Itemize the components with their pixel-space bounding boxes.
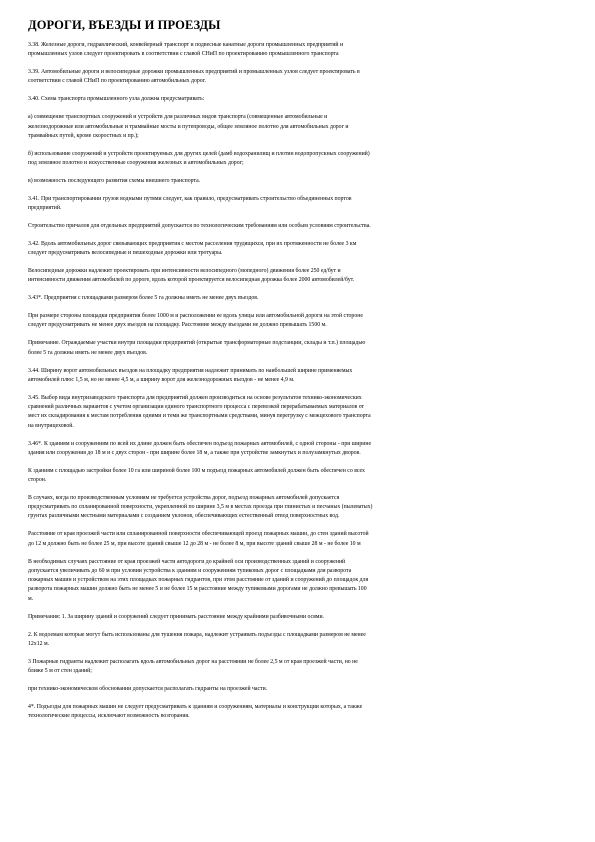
paragraph — [28, 240, 567, 259]
page-title: ДОРОГИ, ВЪЕЗДЫ И ПРОЕЗДЫ — [28, 18, 221, 32]
document-body — [28, 41, 567, 721]
paragraph — [28, 294, 567, 303]
paragraph — [28, 150, 567, 169]
paragraph — [28, 613, 567, 622]
paragraph — [28, 195, 567, 214]
text-line: в) возможность последующего развития схемы внешнего транспорта. — [28, 177, 201, 184]
text-line: 3.42. Вдоль автомобильных дорог связывающих предприятия с местом расселения трудящихся, при их протяженности не более 3 км — [28, 240, 357, 247]
text-line: м. — [28, 595, 34, 602]
text-line: здания или сооружения до 18 м и с двух сторон - при ширине более 18 м, а также при устройстве замкнутых и полузамкнутых дворов. — [28, 449, 361, 456]
paragraph — [28, 631, 567, 650]
text-line: Примечание. Ограждаемые участки внутри площадки предприятий (открытые трансформаторные подстанции, склады и т.п.) площадью — [28, 340, 366, 347]
text-line: сравнений различных вариантов с учетом организации единого транспортного процесса с перевозкой перерабатываемых материалов от — [28, 404, 365, 411]
text-line: Велосипедные дорожки надлежит проектировать при интенсивности велосипедного (мопедного) движения более 250 ед/бут и — [28, 268, 341, 275]
text-line: В необходимых случаях расстояние от края проезжей части автодороги до крайней оси производственных зданий и сооружений — [28, 558, 346, 565]
text-line: предприятий. — [28, 205, 62, 212]
paragraph — [28, 68, 567, 87]
text-line: При размере стороны площадки предприятия более 1000 м и расположении ее вдоль улицы или автомобильной дороги на этой стороне — [28, 313, 363, 320]
paragraph — [28, 41, 567, 60]
text-line: 3.38. Железные дороги, гидравлический, конвейерный транспорт и подвесные канатные дороги промышленных предприятий и — [28, 42, 344, 48]
text-line: предусматривать по спланированной поверхности, укрепленной по ширине 3,5 м в местах проезда при глинистых и песчаных (пылеватых) — [28, 504, 373, 511]
text-line: 2. К водоемам которые могут быть использованы для тушения пожара, надлежит устраивать подъезды с площадками размером не менее — [28, 631, 366, 638]
text-line: железнодорожные или автомобильные и трамвайные мосты и путепроводы, общее земляное полотно для автомобильных дорог и — [28, 123, 349, 130]
text-line: 3.39. Автомобильные дороги и велосипедные дорожки промышленных предприятий и промышленных узлов следует проектировать в — [28, 69, 360, 76]
text-line: а) совмещение транспортных сооружений и устройств для различных видов транспорта (совмещенные автомобильные и — [28, 114, 328, 121]
text-line: 4*. Подъезды для пожарных машин не следует предусматривать к зданиям и сооружениям, материалы и конструкции которых, а также — [28, 703, 363, 710]
text-line: 3.40. Схема транспорта промышленного узла должна предусматривать: — [28, 96, 205, 103]
paragraph — [28, 113, 567, 141]
paragraph — [28, 267, 567, 286]
paragraph — [28, 394, 567, 431]
text-line: более 5 га должны иметь не менее двух въездов. — [28, 349, 148, 356]
paragraph — [28, 703, 567, 722]
paragraph — [28, 312, 567, 331]
text-line: Примечания: 1. За ширину зданий и сооружений следует принимать расстояние между крайними разбивочными осями. — [28, 613, 325, 620]
text-line: до 12 м должно быть не более 25 м, при высоте зданий свыше 12 до 28 м - не более 8 м, при высоте зданий свыше 28 м - не более 10 м — [28, 540, 361, 547]
text-line: соответствии с главой СНиП по проектированию автомобильных дорог. — [28, 78, 206, 85]
text-line: на внутрицеховой. — [28, 422, 74, 429]
paragraph — [28, 367, 567, 386]
paragraph — [28, 177, 567, 186]
text-line: при технико-экономическом обосновании допускается располагать гидранты на проезжей части. — [28, 685, 268, 692]
text-line: допускается увеличивать до 60 м при условии устройства к зданиям и сооружениям тупиковых дорог с площадками для разворота — [28, 567, 352, 574]
text-line: технологические процессы, исключают возможность возгорания. — [28, 713, 190, 720]
paragraph — [28, 685, 567, 694]
text-line: Строительство причалов для отдельных предприятий допускается по технологическим требованиям или особым условиям строительства. — [28, 223, 371, 230]
text-line: ближе 5 м от стен зданий; — [28, 668, 92, 675]
text-line: 3.44. Ширину ворот автомобильных въездов на площадку предприятия надлежит принимать по наибольшей ширине применяемых — [28, 367, 353, 374]
text-line: 3.43*. Предприятия с площадками размером более 5 га должны иметь не менее двух въездов. — [28, 295, 259, 302]
text-line: В случаях, когда по производственным условиям не требуется устройства дорог, подъезд пожарных автомобилей допускается — [28, 494, 340, 501]
paragraph — [28, 95, 567, 104]
paragraph — [28, 494, 567, 522]
text-line: сторон. — [28, 477, 47, 483]
text-line: автомобилей плюс 1,5 м, но не менее 4,5 м, а ширину ворот для железнодорожных въездов - не менее 4,9 м. — [28, 376, 295, 383]
paragraph — [28, 658, 567, 677]
paragraph — [28, 467, 567, 486]
text-line: грунтах различными местными материалами с созданием уклонов, обеспечивающих естественный отвод поверхностных вод. — [28, 513, 340, 520]
paragraph — [28, 440, 567, 459]
text-line: К зданиям с площадью застройки более 10 га или шириной более 100 м подъезд пожарных автомобилей должен быть обеспечен со всех — [28, 467, 365, 474]
paragraph — [28, 530, 567, 549]
text-line: трамвайных путей, кроме скоростных и пр.); — [28, 132, 139, 139]
paragraph — [28, 558, 567, 604]
text-line: Расстояние от края проезжей части или спланированной поверхности обеспечивающей проезд пожарных машин, до стен зданий высотой — [28, 531, 369, 538]
text-line: интенсивности движения автомобилей по дороге, вдоль которой проектируется велосипедная дорожка более 2000 автомобилей/бут. — [28, 277, 355, 284]
text-line: 3.46*. К зданиям и сооружениям по всей их длине должен быть обеспечен подъезд пожарных автомобилей, с одной стороны - при ширине — [28, 440, 372, 447]
paragraph — [28, 339, 567, 358]
text-line: разворота пожарных машин должно быть не менее 5 и не более 15 м расстояние между тупиковыми дорогами не должно превышать 100 — [28, 586, 367, 593]
text-line: 12х12 м. — [28, 640, 50, 647]
text-line: следует предусматривать велосипедные и пешеходные дорожки или тротуары. — [28, 250, 223, 257]
text-line: 3 Пожарные гидранты надлежит располагать вдоль автомобильных дорог на расстоянии не более 2,5 м от края проезжей части, но не — [28, 658, 358, 665]
text-line: 3.41. При транспортировании грузов водными путями следует, как правило, предусматривать строительство объединенных портов — [28, 195, 352, 202]
text-line: мест их складирования к местам потребления одними и теми же транспортными средствами, минуя перегрузку с межцехового транспорта — [28, 413, 371, 420]
text-line: б) использование сооружений и устройств проектируемых для других целей (дамб водохранилищ и плотин водопропускных сооружений) — [28, 150, 370, 157]
text-line: 3.45. Выбор вида внутризаводского транспорта для предприятий должен производиться на основе результатов технико-экономических — [28, 394, 362, 401]
text-line: пожарных машин и устройством на этих площадках пожарных гидрантов, при этом расстояние от зданий и сооружений до площадок для — [28, 577, 369, 584]
text-line: следует предусматривать не менее двух въездов на площадку. Расстояние между въездами не должно превышать 1500 м. — [28, 322, 327, 329]
paragraph — [28, 222, 567, 231]
text-line: промышленных узлов следует проектировать в соответствии с главой СНиП по проектированию промышленного транспорта — [28, 51, 339, 58]
text-line: под земляное полотно и искусственные сооружения железных и автомобильных дорог; — [28, 160, 244, 167]
